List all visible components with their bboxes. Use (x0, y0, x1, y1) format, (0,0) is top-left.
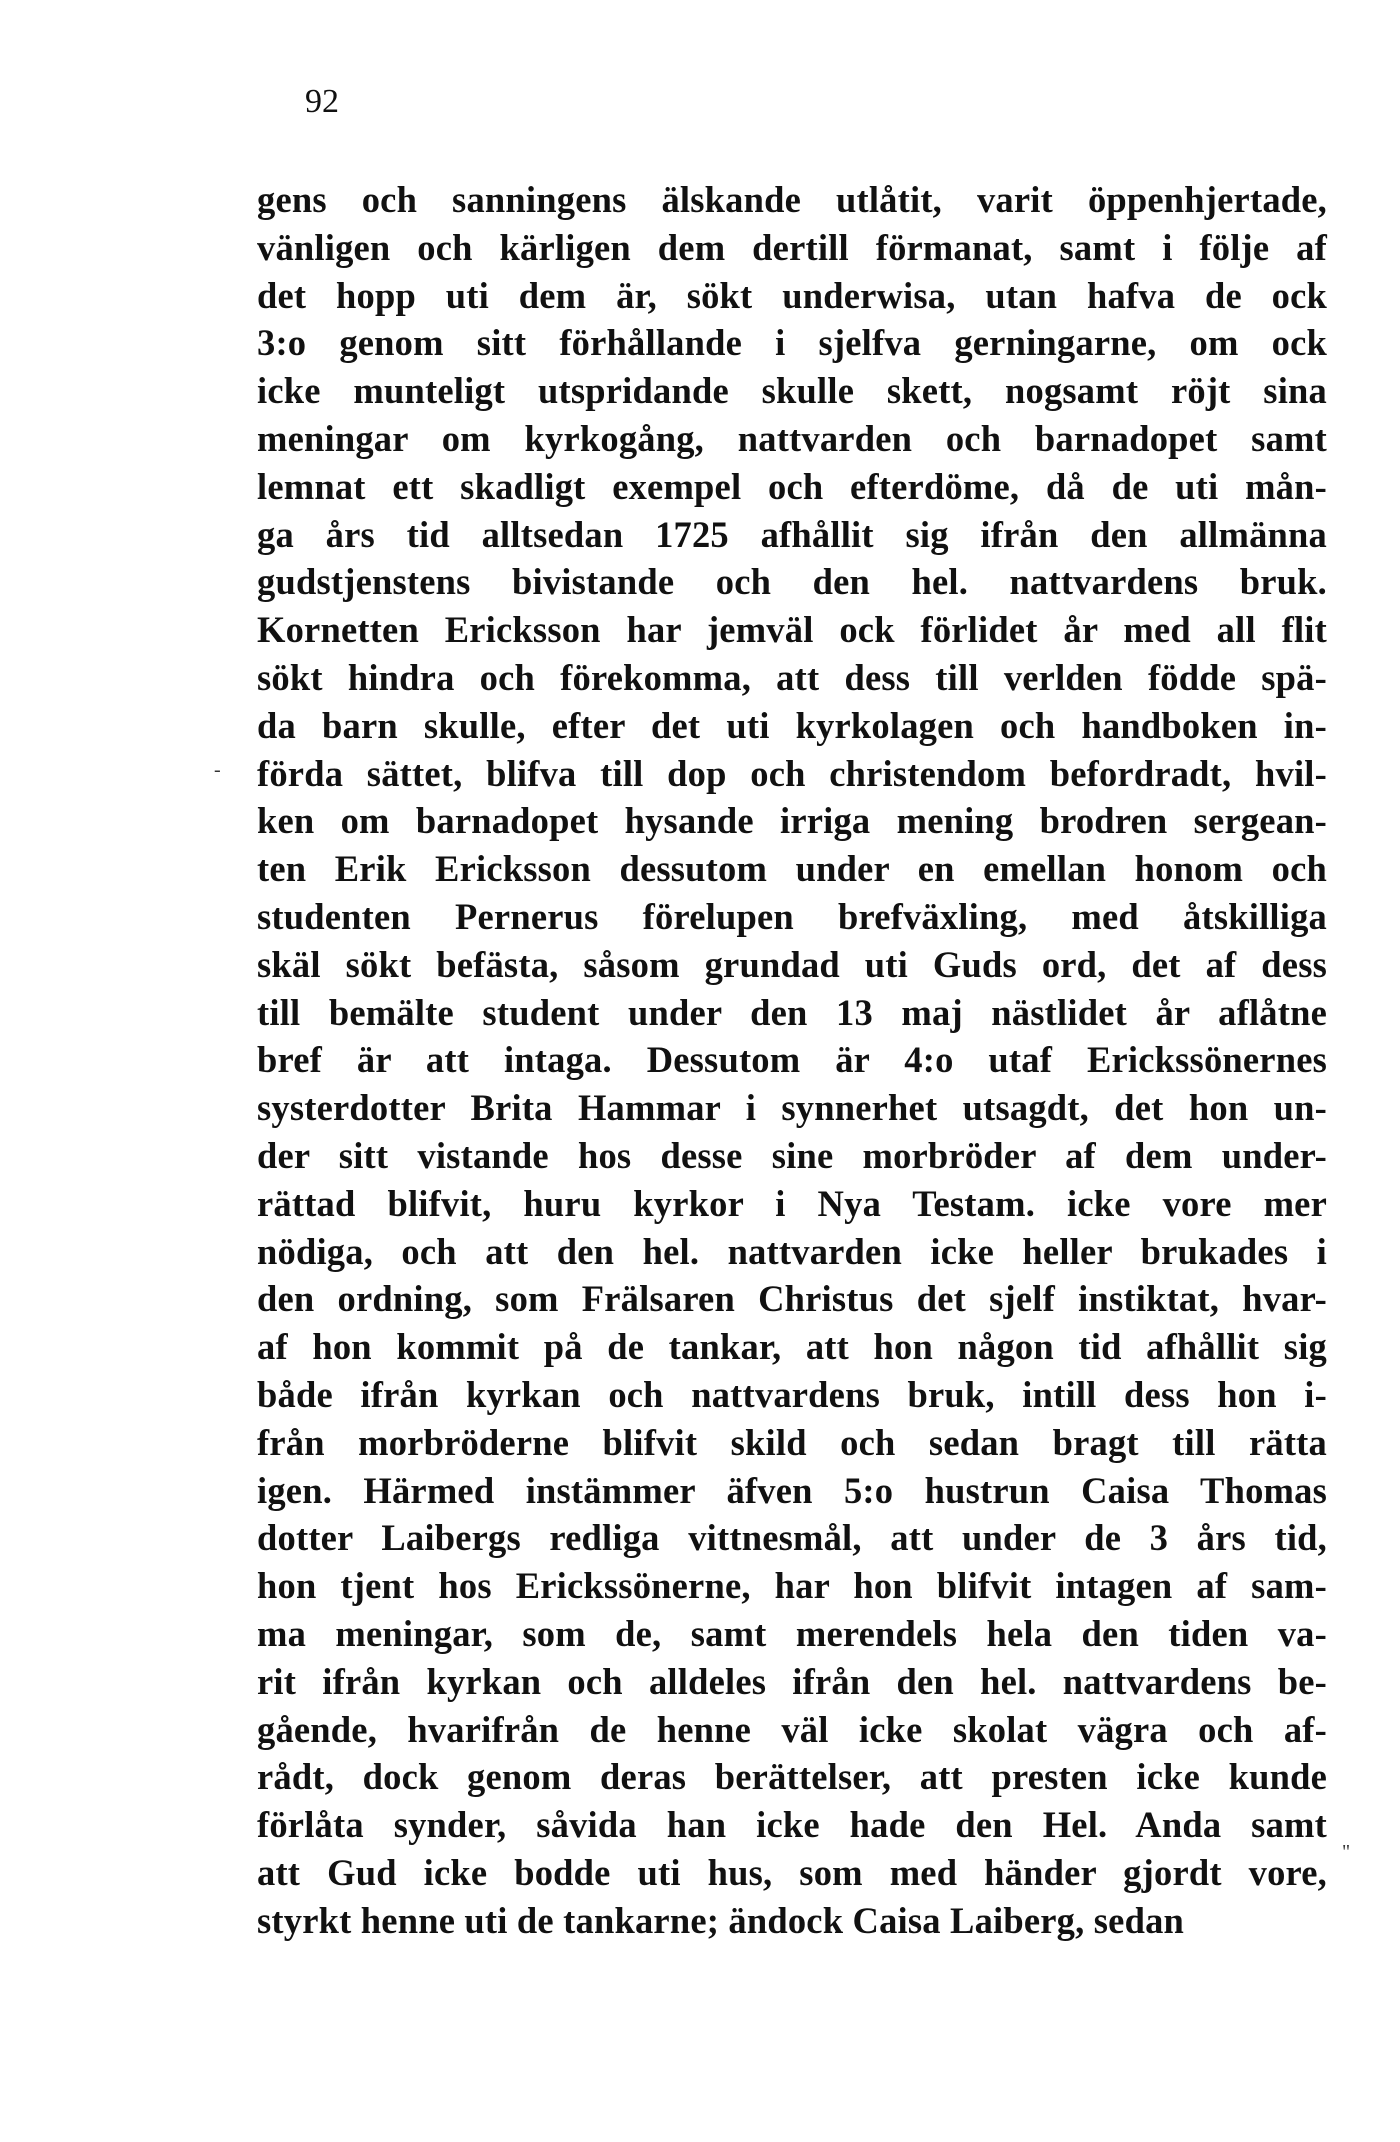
text-line: 3:o genom sitt förhållande i sjelfva gerningarne, om ock (257, 322, 1327, 364)
text-line: studenten Pernerus förelupen brefväxling, med åtskilliga (257, 895, 1327, 937)
text-line: Kornetten Ericksson har jemväl ock förlidet år med all flit (257, 609, 1327, 651)
text-line: ten Erik Ericksson dessutom under en emellan honom och (257, 848, 1327, 890)
text-line: förlåta synder, såvida han icke hade den Hel. Anda samt (257, 1804, 1327, 1846)
text-line: hon tjent hos Erickssönerne, har hon blifvit intagen af sam- (257, 1565, 1327, 1607)
text-line: gående, hvarifrån de henne väl icke skolat vägra och af- (257, 1708, 1327, 1750)
text-line: sökt hindra och förekomma, att dess till verlden födde spä- (257, 656, 1327, 698)
text-line: den ordning, som Frälsaren Christus det sjelf instiktat, hvar- (257, 1278, 1327, 1320)
text-line: styrkt henne uti de tankarne; ändock Caisa Laiberg, sedan (257, 1899, 1185, 1941)
text-line: rättad blifvit, huru kyrkor i Nya Testam. icke vore mer (257, 1182, 1327, 1224)
text-line: gens och sanningens älskande utlåtit, varit öppenhjertade, (257, 179, 1327, 220)
text-line: till bemälte student under den 13 maj nästlidet år aflåtne (257, 991, 1327, 1033)
text-line: att Gud icke bodde uti hus, som med händer gjordt vore, (257, 1851, 1327, 1893)
body-text (257, 176, 1327, 1944)
text-line: ma meningar, som de, samt merendels hela den tiden va- (257, 1612, 1327, 1654)
text-line: från morbröderne blifvit skild och sedan bragt till rätta (257, 1421, 1327, 1463)
text-line: både ifrån kyrkan och nattvardens bruk, intill dess hon i- (257, 1373, 1327, 1415)
text-line: icke munteligt utspridande skulle skett, nogsamt röjt sina (257, 370, 1327, 412)
text-line: rit ifrån kyrkan och alldeles ifrån den hel. nattvardens be- (257, 1660, 1327, 1702)
text-line: det hopp uti dem är, sökt underwisa, utan hafva de ock (257, 274, 1327, 316)
margin-mark-left: - (214, 759, 221, 781)
text-line: förda sättet, blifva till dop och christendom befordradt, hvil- (257, 752, 1327, 794)
text-line: meningar om kyrkogång, nattvarden och barnadopet samt (257, 417, 1327, 459)
page-number: 92 (305, 83, 339, 120)
text-line: ga års tid alltsedan 1725 afhållit sig ifrån den allmänna (257, 513, 1327, 555)
text-line: igen. Härmed instämmer äfven 5:o hustrun Caisa Thomas (257, 1469, 1327, 1511)
text-line: systerdotter Brita Hammar i synnerhet utsagdt, det hon un- (257, 1087, 1327, 1129)
text-line: da barn skulle, efter det uti kyrkolagen och handboken in- (257, 704, 1327, 746)
text-line: ken om barnadopet hysande irriga mening brodren sergean- (257, 800, 1327, 842)
text-line: gudstjenstens bivistande och den hel. nattvardens bruk. (257, 561, 1327, 603)
text-line: der sitt vistande hos desse sine morbröder af dem under- (257, 1134, 1327, 1176)
margin-mark-right: " (1342, 1841, 1351, 1863)
text-line: vänligen och kärligen dem dertill förmanat, samt i följe af (257, 226, 1327, 268)
text-line: rådt, dock genom deras berättelser, att presten icke kunde (257, 1756, 1327, 1798)
text-line: nödiga, och att den hel. nattvarden icke heller brukades i (257, 1230, 1327, 1272)
text-line: dotter Laibergs redliga vittnesmål, att under de 3 års tid, (257, 1517, 1327, 1559)
text-line: af hon kommit på de tankar, att hon någon tid afhållit sig (257, 1326, 1327, 1368)
text-line: skäl sökt befästa, såsom grundad uti Guds ord, det af dess (257, 943, 1327, 985)
text-line: lemnat ett skadligt exempel och efterdöme, då de uti mån- (257, 465, 1327, 507)
text-line: bref är att intaga. Dessutom är 4:o utaf Erickssönernes (257, 1039, 1327, 1081)
